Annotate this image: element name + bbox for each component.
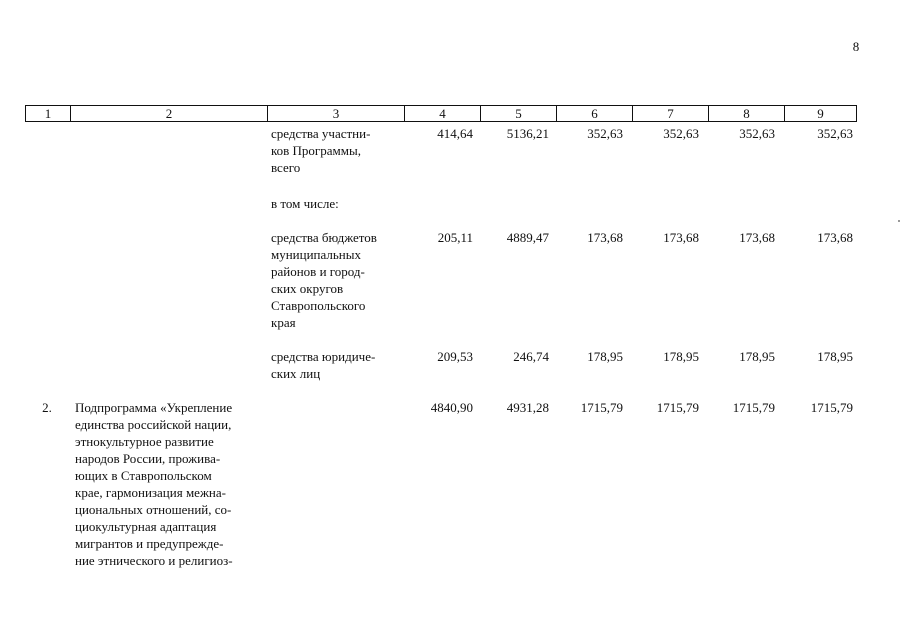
header-cell-3: 3 bbox=[267, 106, 404, 121]
value-cell-col5: 246,74 bbox=[513, 349, 549, 364]
value-cell-col6: 173,68 bbox=[587, 230, 623, 245]
header-cell-6: 6 bbox=[556, 106, 632, 121]
subprogram-name-cell: Подпрограмма «Укрепление единства российской нации, этнокультурное развитие народов России, прожива- ющих в Ставропольском крае, гармонизация межна- циональных отношений, со- циокультурная адаптация мигрантов и предупрежде- ние этнического и религиоз- bbox=[75, 400, 233, 568]
table-header-row bbox=[25, 105, 857, 122]
funding-source-cell: в том числе: bbox=[271, 196, 339, 211]
header-cell-9: 9 bbox=[784, 106, 856, 121]
value-cell-col5: 5136,21 bbox=[506, 126, 549, 141]
value-cell-col8: 1715,79 bbox=[732, 400, 775, 415]
funding-source-cell: средства юридиче- ских лиц bbox=[271, 349, 376, 381]
value-cell-col4: 414,64 bbox=[437, 126, 473, 141]
page-number: 8 bbox=[852, 39, 860, 54]
header-cell-4: 4 bbox=[404, 106, 480, 121]
value-cell-col8: 173,68 bbox=[739, 230, 775, 245]
row-number-cell: 2. bbox=[42, 400, 52, 415]
value-cell-col7: 1715,79 bbox=[656, 400, 699, 415]
value-cell-col6: 178,95 bbox=[587, 349, 623, 364]
value-cell-col4: 209,53 bbox=[437, 349, 473, 364]
value-cell-col5: 4931,28 bbox=[506, 400, 549, 415]
value-cell-col8: 352,63 bbox=[739, 126, 775, 141]
value-cell-col9: 173,68 bbox=[817, 230, 853, 245]
funding-source-cell: средства участни- ков Программы, всего bbox=[271, 126, 371, 175]
header-cell-7: 7 bbox=[632, 106, 708, 121]
value-cell-col7: 352,63 bbox=[663, 126, 699, 141]
value-cell-col9: 352,63 bbox=[817, 126, 853, 141]
value-cell-col6: 352,63 bbox=[587, 126, 623, 141]
value-cell-col7: 173,68 bbox=[663, 230, 699, 245]
value-cell-col4: 205,11 bbox=[437, 230, 473, 245]
funding-source-cell: средства бюджетов муниципальных районов и город- ских округов Ставропольского края bbox=[271, 230, 377, 330]
header-cell-1: 1 bbox=[44, 106, 52, 121]
header-cell-5: 5 bbox=[480, 106, 556, 121]
header-cell-2: 2 bbox=[70, 106, 267, 121]
value-cell-col9: 1715,79 bbox=[810, 400, 853, 415]
value-cell-col9: 178,95 bbox=[817, 349, 853, 364]
value-cell-col4: 4840,90 bbox=[430, 400, 473, 415]
value-cell-col6: 1715,79 bbox=[580, 400, 623, 415]
header-cell-8: 8 bbox=[708, 106, 784, 121]
value-cell-col5: 4889,47 bbox=[506, 230, 549, 245]
value-cell-col7: 178,95 bbox=[663, 349, 699, 364]
value-cell-col8: 178,95 bbox=[739, 349, 775, 364]
